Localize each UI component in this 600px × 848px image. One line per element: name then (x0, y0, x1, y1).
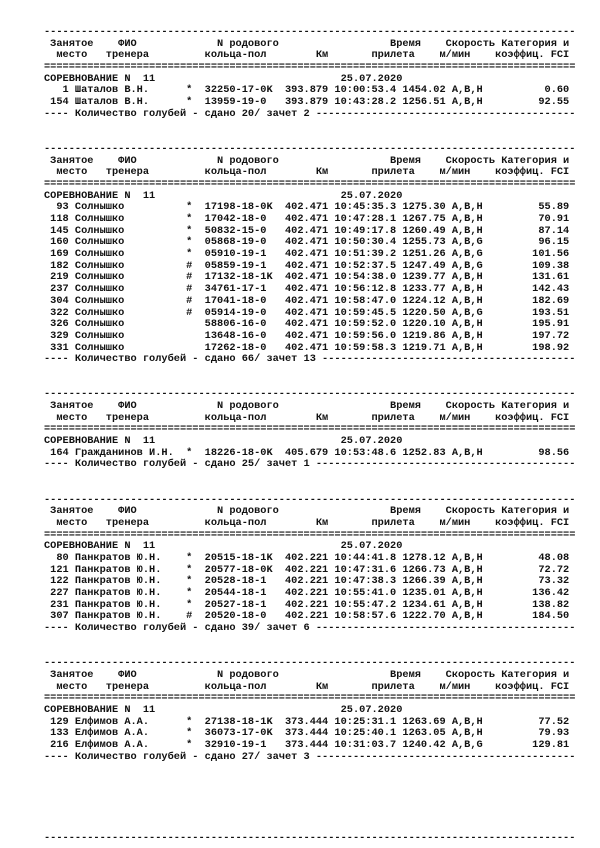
double-separator-line: ====================================================================================== (44, 423, 576, 436)
column-header: Занятое ФИО N родового Время Скорость Категория и (44, 154, 570, 167)
column-header: место тренера кольца-пол Км прилета м/мин коэффиц. FCI (44, 411, 570, 424)
spacer (44, 121, 575, 133)
separator-line: -------------------------------------------------------------------------------------- (44, 142, 576, 155)
column-header: место тренера кольца-пол Км прилета м/мин коэффиц. FCI (44, 166, 570, 179)
result-row: 118 Солнышко * 17042-18-0 402.471 10:47:28.1 1267.75 A,B,H 70.91 (44, 213, 570, 225)
result-row: 331 Солнышко 17262-18-0 402.471 10:59:58.3 1219.71 A,B,H 198.92 (44, 341, 570, 354)
result-row: 154 Шаталов В.Н. * 13959-19-0 393.879 10:43:28.2 1256.51 A,B,H 92.55 (44, 96, 570, 109)
double-separator-line: ====================================================================================== (44, 528, 576, 541)
section-summary: ---- Количество голубей - сдано 66/ зачет 13 ----------------------------------------- (44, 353, 576, 366)
separator-line: -------------------------------------------------------------------------------------- (44, 832, 576, 845)
section-summary: ---- Количество голубей - сдано 25/ зачет 1 ------------------------------------------ (44, 458, 576, 471)
result-row: 160 Солнышко * 05868-19-0 402.471 10:50:30.4 1255.73 A,B,G 96.15 (44, 236, 570, 249)
separator-line: -------------------------------------------------------------------------------------- (44, 388, 576, 401)
result-row: 80 Панкратов Ю.Н. * 20515-18-1K 402.221 10:44:41.8 1278.12 A,B,H 48.08 (44, 551, 570, 564)
competition-title: СОРЕВНОВАНИЕ N 11 25.07.2020 (44, 72, 403, 85)
spacer (44, 787, 575, 799)
double-separator-line: ====================================================================================== (44, 177, 576, 190)
result-row: 164 Гражданинов И.Н. * 18226-18-0K 405.679 10:53:48.6 1252.83 A,B,H 98.56 (44, 446, 570, 459)
result-row: 216 Елфимов А.А. * 32910-19-1 373.444 10:31:03.7 1240.42 A,B,G 129.81 (44, 738, 570, 751)
column-header: Занятое ФИО N родового Время Скорость Категория и (44, 400, 570, 412)
column-header: Занятое ФИО N родового Время Скорость Категория и (44, 505, 570, 518)
column-header: Занятое ФИО N родового Время Скорость Категория и (44, 37, 570, 50)
result-row: 227 Панкратов Ю.Н. * 20544-18-1 402.221 10:55:41.0 1235.01 A,B,H 136.42 (44, 587, 570, 599)
section-summary: ---- Количество голубей - сдано 27/ зачет 3 ------------------------------------------ (44, 750, 576, 763)
pigeon-race-report (44, 27, 575, 845)
separator-line: -------------------------------------------------------------------------------------- (44, 26, 576, 38)
column-header: место тренера кольца-пол Км прилета м/мин коэффиц. FCI (44, 49, 570, 62)
result-row: 1 Шаталов В.Н. * 32250-17-0K 393.879 10:00:53.4 1454.02 A,B,H 0.60 (44, 84, 570, 97)
result-row: 304 Солнышко # 17041-18-0 402.471 10:58:47.0 1224.12 A,B,H 182.69 (44, 294, 570, 307)
spacer (44, 471, 575, 483)
spacer (44, 635, 575, 647)
double-separator-line: ====================================================================================== (44, 61, 576, 74)
result-row: 133 Елфимов А.А. * 36073-17-0K 373.444 10:25:40.1 1263.05 A,B,H 79.93 (44, 727, 570, 740)
result-row: 237 Солнышко # 34761-17-1 402.471 10:56:12.8 1233.77 A,B,H 142.43 (44, 283, 570, 296)
result-row: 93 Солнышко * 17198-18-0K 402.471 10:45:35.3 1275.30 A,B,H 55.89 (44, 201, 570, 214)
separator-line: -------------------------------------------------------------------------------------- (44, 657, 576, 670)
section-summary: ---- Количество голубей - сдано 20/ зачет 2 ------------------------------------------ (44, 107, 576, 120)
result-row: 145 Солнышко * 50832-15-0 402.471 10:49:17.8 1260.49 A,B,H 87.14 (44, 224, 570, 237)
competition-title: СОРЕВНОВАНИЕ N 11 25.07.2020 (44, 435, 403, 448)
result-row: 121 Панкратов Ю.Н. * 20577-18-0K 402.221 10:47:31.6 1266.73 A,B,H 72.72 (44, 563, 570, 576)
result-row: 329 Солнышко 13648-16-0 402.471 10:59:56.0 1219.86 A,B,H 197.72 (44, 329, 570, 342)
spacer (44, 798, 575, 810)
column-header: Занятое ФИО N родового Время Скорость Категория и (44, 668, 570, 681)
spacer (44, 763, 575, 775)
result-row: 182 Солнышко # 05859-19-1 402.471 10:52:37.5 1247.49 A,B,G 109.38 (44, 259, 570, 272)
spacer (44, 366, 575, 378)
competition-title: СОРЕВНОВАНИЕ N 11 25.07.2020 (44, 540, 403, 553)
result-row: 326 Солнышко 58806-16-0 402.471 10:59:52.0 1220.10 A,B,H 195.91 (44, 318, 570, 331)
spacer (44, 810, 575, 822)
section-summary: ---- Количество голубей - сдано 39/ зачет 6 ------------------------------------------ (44, 622, 576, 635)
spacer (44, 775, 575, 787)
result-row: 129 Елфимов А.А. * 27138-18-1K 373.444 10:25:31.1 1263.69 A,B,H 77.52 (44, 715, 570, 728)
column-header: место тренера кольца-пол Км прилета м/мин коэффиц. FCI (44, 516, 570, 529)
double-separator-line: ====================================================================================== (44, 692, 576, 705)
spacer (44, 483, 575, 495)
result-row: 322 Солнышко # 05914-19-0 402.471 10:59:45.5 1220.50 A,B,G 193.51 (44, 306, 570, 319)
result-row: 307 Панкратов Ю.Н. # 20520-18-0 402.221 10:58:57.6 1222.70 A,B,H 184.50 (44, 610, 570, 623)
competition-title: СОРЕВНОВАНИЕ N 11 25.07.2020 (44, 703, 403, 716)
result-row: 219 Солнышко # 17132-18-1K 402.471 10:54:38.0 1239.77 A,B,H 131.61 (44, 271, 570, 284)
separator-line: -------------------------------------------------------------------------------------- (44, 493, 576, 506)
result-row: 231 Панкратов Ю.Н. * 20527-18-1 402.221 10:55:47.2 1234.61 A,B,H 138.82 (44, 598, 570, 611)
result-row: 169 Солнышко * 05910-19-1 402.471 10:51:39.2 1251.26 A,B,G 101.56 (44, 248, 570, 261)
result-row: 122 Панкратов Ю.Н. * 20528-18-1 402.221 10:47:38.3 1266.39 A,B,H 73.32 (44, 575, 570, 588)
competition-title: СОРЕВНОВАНИЕ N 11 25.07.2020 (44, 189, 403, 202)
column-header: место тренера кольца-пол Км прилета м/мин коэффиц. FCI (44, 680, 570, 693)
